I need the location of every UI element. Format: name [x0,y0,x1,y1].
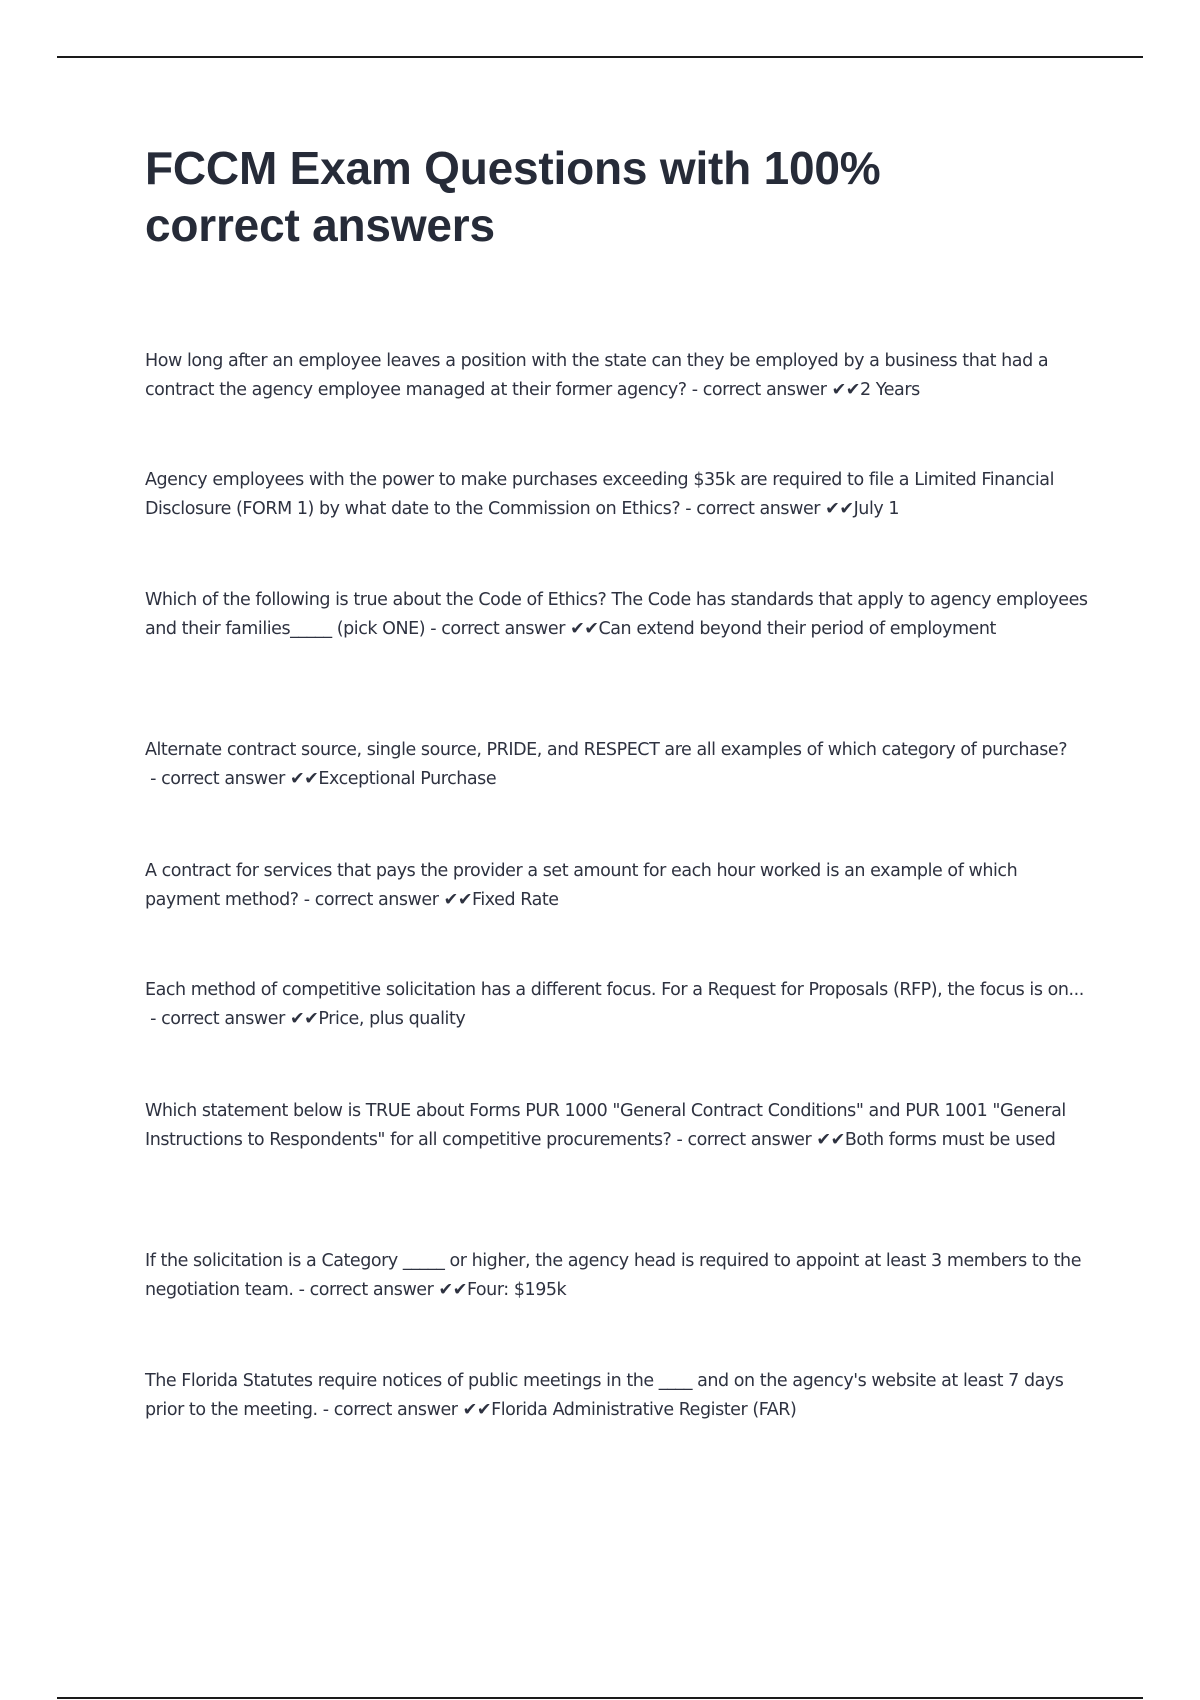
check-marks-icon: ✔✔ [462,1400,492,1420]
answer-text: Four: $195k [466,1280,567,1300]
page-title: FCCM Exam Questions with 100% correct answers [145,142,881,251]
check-marks-icon: ✔✔ [825,499,854,519]
answer-text: July 1 [853,499,900,519]
list-item [145,347,1090,405]
list-item [145,736,1090,794]
check-marks-icon: ✔✔ [570,619,599,639]
separator: - [293,1280,310,1300]
check-marks-icon: ✔✔ [438,1280,467,1300]
question-text: If the solicitation is a Category _____ or higher, the agency head is required to appoint at least 3 members to the negotiation team. [145,1251,1082,1300]
question-text: A contract for services that pays the provider a set amount for each hour worked is an example of which payment method? [145,861,1018,910]
answer-label: correct answer [309,1280,434,1300]
answer-text: 2 Years [860,380,920,400]
answer-text: Fixed Rate [472,890,559,910]
list-item [145,857,1090,915]
check-marks-icon: ✔✔ [289,1009,319,1029]
check-marks-icon: ✔✔ [816,1130,845,1150]
separator: - [298,890,315,910]
list-item [145,1367,1090,1425]
answer-text: Price, plus quality [318,1009,466,1029]
separator: - [145,1009,162,1029]
check-marks-icon: ✔✔ [289,769,319,789]
separator: - [317,1400,334,1420]
question-text: The Florida Statutes require notices of public meetings in the ____ and on the agency's website at least 7 days prior to the meeting. [145,1371,1064,1420]
question-text: Which statement below is TRUE about Forms PUR 1000 "General Contract Conditions" and PUR 1001 "General Instructions to Respondents" for all competitive procurements? [145,1101,1066,1150]
answer-label: correct answer [333,1400,458,1420]
separator: - [425,619,442,639]
list-item [145,1097,1090,1155]
list-item [145,1247,1090,1305]
answer-label: correct answer [314,890,439,910]
list-item [145,976,1090,1034]
answer-label: correct answer [696,499,821,519]
question-text: Each method of competitive solicitation has a different focus. For a Request for Proposals (RFP), the focus is on... [145,980,1084,1000]
separator: - [671,1130,688,1150]
list-item [145,466,1090,524]
question-text: Alternate contract source, single source, PRIDE, and RESPECT are all examples of which category of purchase? [145,740,1068,760]
answer-label: correct answer [702,380,827,400]
answer-label: correct answer [687,1130,812,1150]
answer-text: Florida Administrative Register (FAR) [491,1400,797,1420]
separator: - [145,769,162,789]
check-marks-icon: ✔✔ [443,890,473,910]
check-marks-icon: ✔✔ [831,380,861,400]
answer-label: correct answer [161,769,285,789]
answer-text: Can extend beyond their period of employment [598,619,996,639]
bottom-rule [57,1697,1143,1699]
question-text: Which of the following is true about the Code of Ethics? The Code has standards that apply to agency employees and their families_____ (pick ONE) [145,590,1088,639]
answer-text: Exceptional Purchase [318,769,497,789]
answer-text: Both forms must be used [844,1130,1056,1150]
separator: - [686,380,703,400]
separator: - [680,499,697,519]
answer-label: correct answer [441,619,565,639]
question-text: Agency employees with the power to make purchases exceeding $35k are required to file a Limited Financial Disclosure (FORM 1) by what date to the Commission on Ethics? [145,470,1054,519]
answer-label: correct answer [161,1009,285,1029]
top-rule [57,56,1143,58]
question-text: How long after an employee leaves a position with the state can they be employed by a business that had a contract the agency employee managed at their former agency? [145,351,1049,400]
list-item [145,586,1090,644]
